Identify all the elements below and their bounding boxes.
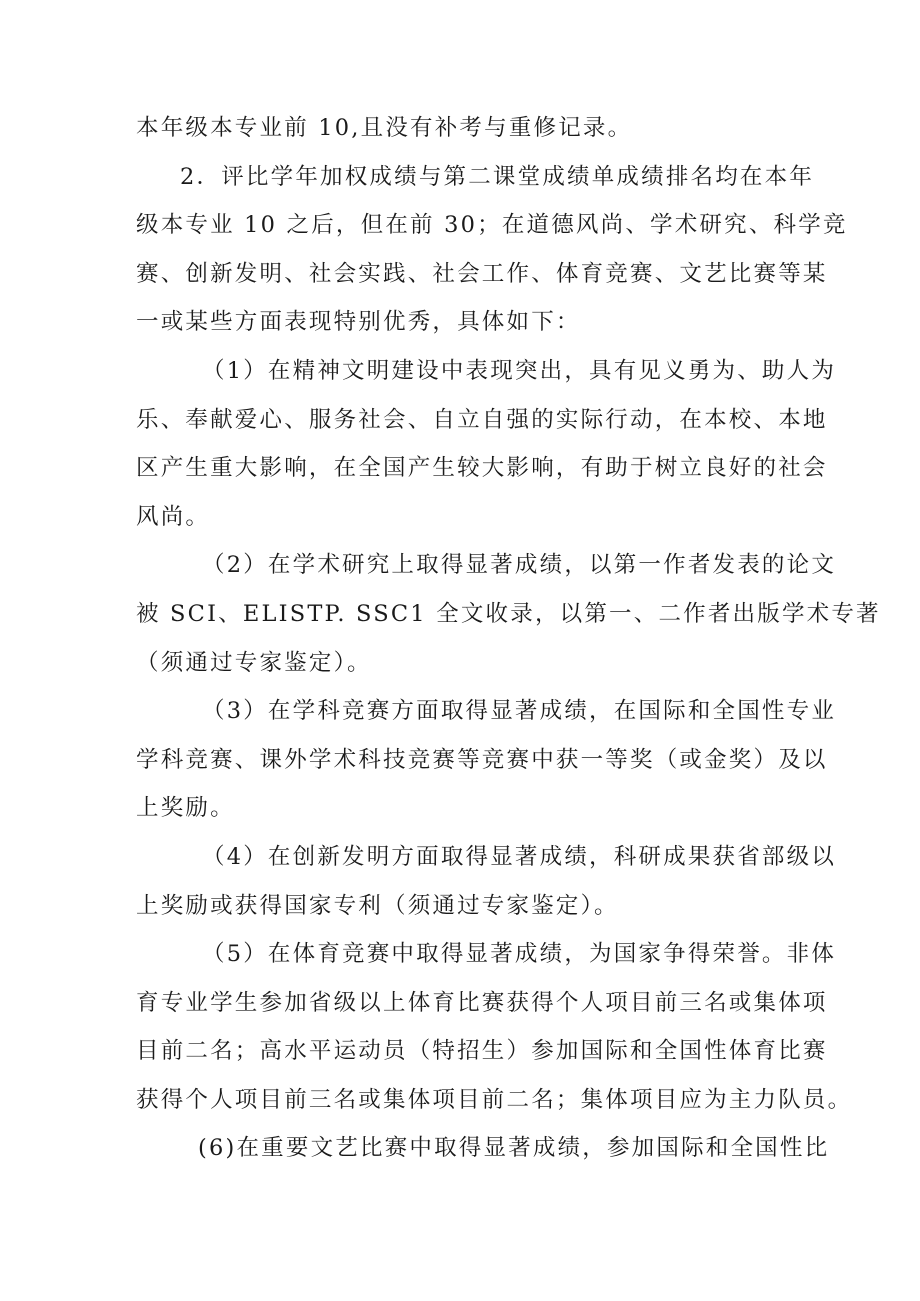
text-line: 育专业学生参加省级以上体育比赛获得个人项目前三名或集体项: [136, 989, 828, 1016]
text-line: 风尚。: [136, 503, 211, 530]
text-line: 级本专业 10 之后，但在前 30；在道德风尚、学术研究、科学竞: [136, 212, 848, 239]
text-line: （2）在学术研究上取得显著成绩，以第一作者发表的论文: [202, 552, 837, 579]
document-body: [136, 104, 881, 1173]
text-line: 上奖励或获得国家专利（须通过专家鉴定）。: [136, 892, 619, 919]
paragraph-item-4: [136, 833, 837, 930]
text-line: （5）在体育竞赛中取得显著成绩，为国家争得荣誉。非体: [202, 941, 837, 968]
text-line: 区产生重大影响，在全国产生较大影响，有助于树立良好的社会: [136, 455, 828, 482]
text-line: 本年级本专业前 10,且没有补考与重修记录。: [136, 115, 633, 141]
text-line: 一或某些方面表现特别优秀，具体如下：: [136, 309, 581, 336]
text-line: （4）在创新发明方面取得显著成绩，科研成果获省部级以: [202, 843, 837, 870]
text-line: （3）在学科竞赛方面取得显著成绩，在国际和全国性专业: [202, 698, 837, 725]
text-line: 获得个人项目前三名或集体项目前二名；集体项目应为主力队员。: [136, 1086, 853, 1113]
paragraph-continuation: [136, 104, 796, 153]
text-line: 学科竞赛、课外学术科技竞赛等竞赛中获一等奖（或金奖）及以: [136, 746, 828, 773]
paragraph-item-5: [136, 930, 853, 1124]
text-line: 2．评比学年加权成绩与第二课堂成绩单成绩排名均在本年: [180, 163, 815, 190]
text-line: 目前二名；高水平运动员（特招生）参加国际和全国性体育比赛: [136, 1038, 828, 1065]
text-line: （1）在精神文明建设中表现突出，具有见义勇为、助人为: [202, 357, 837, 384]
paragraph-item-6: [136, 1124, 830, 1173]
paragraph-item-1: [136, 347, 837, 541]
paragraph-criterion-2: [136, 153, 848, 347]
text-line: 被 SCI、ELISTP. SSC1 全文收录，以第一、二作者出版学术专著: [136, 600, 881, 627]
text-line: (6)在重要文艺比赛中取得显著成绩，参加国际和全国性比: [198, 1135, 830, 1162]
paragraph-item-2: [136, 541, 881, 687]
text-line: （须通过专家鉴定）。: [136, 649, 372, 676]
paragraph-item-3: [136, 687, 837, 833]
text-line: 乐、奉献爱心、服务社会、自立自强的实际行动，在本校、本地: [136, 406, 828, 433]
text-line: 赛、创新发明、社会实践、社会工作、体育竞赛、文艺比赛等某: [136, 260, 828, 287]
text-line: 上奖励。: [136, 795, 235, 822]
